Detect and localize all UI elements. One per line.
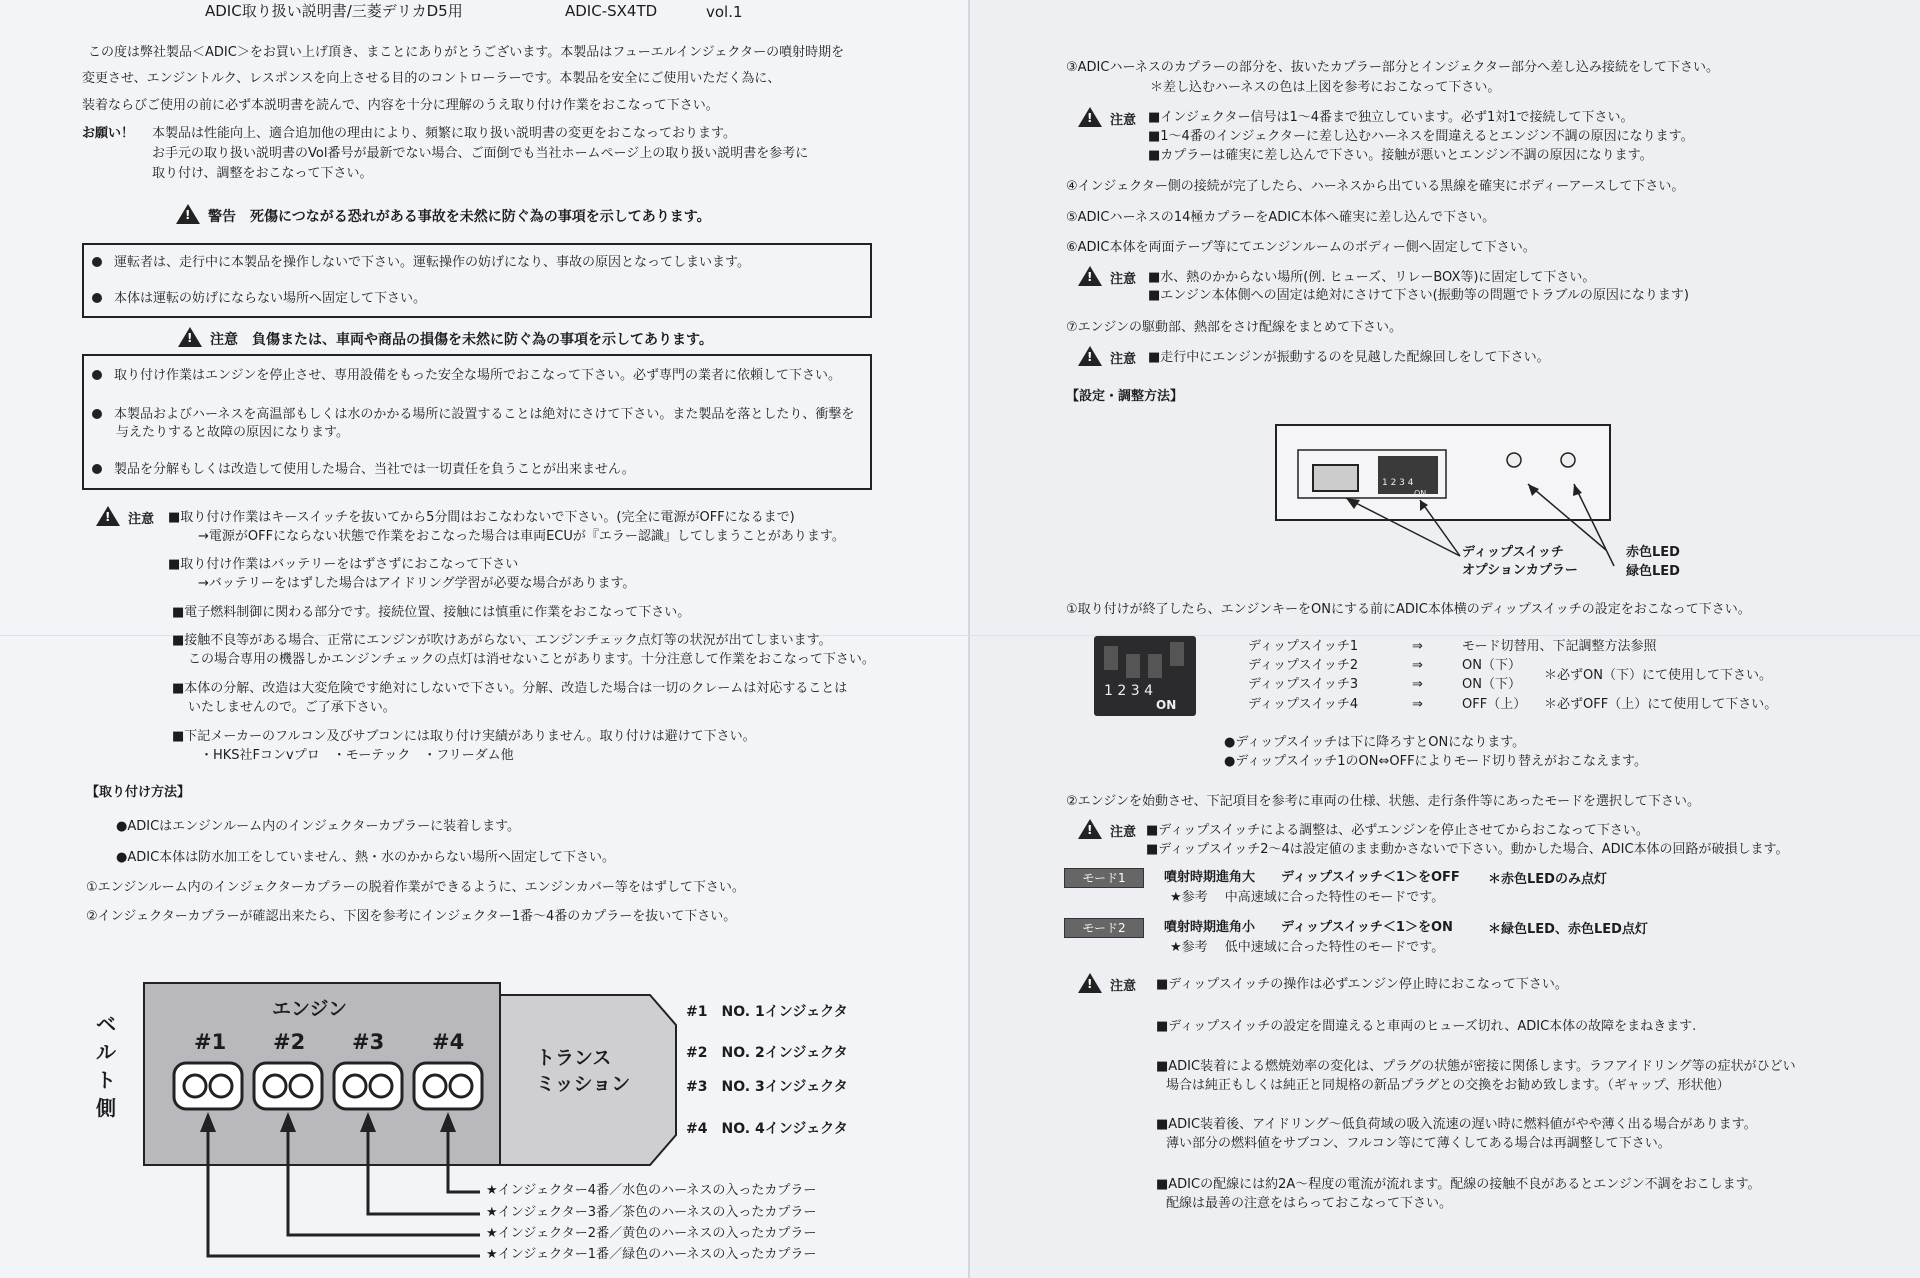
caution-line: ■水、熱のかからない場所(例. ヒューズ、リレーBOX等)に固定して下さい。 xyxy=(1148,270,1596,285)
dip-toggle xyxy=(1126,654,1140,678)
belt-side-label: ベ ル ト 側 xyxy=(96,1012,116,1120)
dip-numbers: 1 2 3 4 xyxy=(1382,478,1414,488)
mode2-title: 噴射時期進角小 ディップスイッチ＜1＞をON xyxy=(1164,920,1453,935)
caution-line: ■ディップスイッチによる調整は、必ずエンジンを停止させてからおこなって下さい。 xyxy=(1146,823,1649,838)
green-led-icon xyxy=(1561,453,1575,467)
doc-title: ADIC取り扱い説明書/三菱デリカD5用 xyxy=(205,2,463,20)
step-line: ⑤ADICハーネスの14極カプラーをADIC本体へ確実に差し込んで下さい。 xyxy=(1066,210,1496,225)
dip-switch-block xyxy=(1378,456,1438,494)
install-line: ●ADICはエンジンルーム内のインジェクターカプラーに装着します。 xyxy=(116,819,521,834)
red-led-label: 赤色LED xyxy=(1626,545,1680,560)
caution-item: 製品を分解もしくは改造して使用した場合、当社では一切責任を負うことが出来ません。 xyxy=(92,461,635,479)
mode2-led: ＊緑色LED、赤色LED点灯 xyxy=(1488,922,1648,937)
step-line: ④インジェクター側の接続が完了したら、ハーネスから出ている黒線を確実にボディーアースして下さい。 xyxy=(1066,179,1685,194)
option-coupler-label: オプションカプラー xyxy=(1462,563,1578,578)
caution-line: ■走行中にエンジンが振動するのを見越した配線回しをして下さい。 xyxy=(1148,350,1550,365)
dip-name: ディップスイッチ3 xyxy=(1248,677,1359,692)
install-line: ●ADIC本体は防水加工をしていません、熱・水のかからない場所へ固定して下さい。 xyxy=(116,850,615,865)
injector-legend: #2 NO. 2インジェクタ xyxy=(686,1045,848,1061)
dip-bullet: ●ディップスイッチは下に降ろすとONになります。 xyxy=(1224,735,1526,750)
caution-heading: !注意 負傷または、車両や商品の損傷を未然に防ぐ為の事項を示してあります。 xyxy=(178,327,713,349)
harness-label: ★インジェクター1番／緑色のハーネスの入ったカプラー xyxy=(486,1247,817,1262)
note-line: ■電子燃料制御に関わる部分です。接続位置、接触には慎重に作業をおこなって下さい。 xyxy=(172,605,691,620)
mode1-title: 噴射時期進角大 ディップスイッチ＜1＞をOFF xyxy=(1164,870,1460,885)
request-label: お願い！ xyxy=(82,126,135,141)
step-line: ⑦エンジンの駆動部、熱部をさけ配線をまとめて下さい。 xyxy=(1066,320,1403,335)
dip-on-label: ON xyxy=(1414,489,1427,498)
note-line: →電源がOFFにならない状態で作業をおこなった場合は車両ECUが『エラー認識』してしまうことがあります。 xyxy=(198,529,845,544)
harness-label: ★インジェクター3番／茶色のハーネスの入ったカプラー xyxy=(486,1205,817,1220)
cylinder-label: #1 xyxy=(194,1030,227,1054)
note-line: いたしませんので。ご了承下さい。 xyxy=(188,700,396,715)
dip-arrow: ⇒ xyxy=(1412,639,1423,654)
caution-item: 本製品およびハーネスを高温部もしくは水のかかる場所に設置することは絶対にさけて下さい。また製品を落としたり、衝撃を xyxy=(92,406,854,424)
dip-name: ディップスイッチ2 xyxy=(1248,658,1359,673)
dip-value: モード切替用、下記調整方法参照 xyxy=(1462,639,1657,654)
step-line: ⑥ADIC本体を両面テープ等にてエンジンルームのボディー側へ固定して下さい。 xyxy=(1066,240,1536,255)
caution-line: ■インジェクター信号は1～4番まで独立しています。必ず1対1で接続して下さい。 xyxy=(1148,110,1634,125)
settings-heading: 【設定・調整方法】 xyxy=(1066,389,1184,404)
final-note: ■ディップスイッチの設定を間違えると車両のヒューズ切れ、ADIC本体の故障をまねきます. xyxy=(1156,1019,1697,1034)
caution-line: ■エンジン本体側への固定は絶対にさけて下さい(振動等の問題でトラブルの原因になります) xyxy=(1148,288,1689,303)
mode1-ref: ★参考 中高速域に合った特性のモードです。 xyxy=(1170,890,1445,905)
dip-arrow: ⇒ xyxy=(1412,697,1423,712)
final-note: ■ディップスイッチの操作は必ずエンジン停止時におこなって下さい。 xyxy=(1156,977,1568,992)
dip-value: ON（下） xyxy=(1462,677,1521,692)
harness-label: ★インジェクター2番／黄色のハーネスの入ったカプラー xyxy=(486,1226,817,1241)
step-line: ③ADICハーネスのカプラーの部分を、抜いたカプラー部分とインジェクター部分へ差し込み接続をして下さい。 xyxy=(1066,60,1719,75)
install-heading: 【取り付け方法】 xyxy=(86,785,191,800)
harness-label: ★インジェクター4番／水色のハーネスの入ったカプラー xyxy=(486,1183,817,1198)
request-line: 本製品は性能向上、適合追加他の理由により、頻繁に取り扱い説明書の変更をおこなっております。 xyxy=(152,126,736,141)
version-label: vol.1 xyxy=(706,3,743,21)
dip-switch-label: ディップスイッチ xyxy=(1462,545,1564,560)
option-coupler xyxy=(1313,465,1358,491)
caution-line: ■ディップスイッチ2～4は設定値のまま動かさないで下さい。動かした場合、ADIC本体の回路が破損します。 xyxy=(1146,842,1789,857)
mode1-badge: モード1 xyxy=(1064,868,1144,888)
dip-toggle xyxy=(1170,642,1184,666)
intro-line: 装着ならびご使用の前に必ず本説明書を読んで、内容を十分に理解のうえ取り付け作業をおこなって下さい。 xyxy=(82,98,719,113)
mode2-badge: モード2 xyxy=(1064,918,1144,938)
caution-label: !注意 xyxy=(1078,107,1136,130)
note-line: ■取り付け作業はバッテリーをはずさずにおこなって下さい xyxy=(168,557,519,572)
final-note: ■ADICの配線には約2A～程度の電流が流れます。配線の接触不良があるとエンジン不調をおこします。 xyxy=(1156,1177,1761,1192)
cylinder-label: #3 xyxy=(352,1030,385,1054)
caution-label: !注意 xyxy=(1078,973,1136,996)
note-line: ・HKS社Fコンvプロ ・モーテック ・フリーダム他 xyxy=(200,748,514,763)
final-note: 配線は最善の注意をはらっておこなって下さい。 xyxy=(1166,1196,1453,1211)
mode2-ref: ★参考 低中速域に合った特性のモードです。 xyxy=(1170,940,1445,955)
dip-toggle xyxy=(1104,646,1118,670)
injector-legend: #1 NO. 1インジェクタ xyxy=(686,1004,848,1020)
note-line: ■本体の分解、改造は大変危険です絶対にしないで下さい。分解、改造した場合は一切のクレームは対応することは xyxy=(172,681,848,696)
caution-label: !注意 xyxy=(1078,819,1136,842)
note-line: ■下記メーカーのフルコン及びサブコンには取り付け実績がありません。取り付けは避けて下さい。 xyxy=(172,729,756,744)
dip-note-off: ＊必ずOFF（上）にて使用して下さい。 xyxy=(1544,697,1778,712)
final-note: ■ADIC装着後、アイドリング～低負荷域の吸入流速の遅い時に燃料値がやや薄く出る場合があります。 xyxy=(1156,1117,1757,1132)
final-note: ■ADIC装着による燃焼効率の変化は、プラグの状態が密接に関係します。ラフアイドリング等の症状がひどい xyxy=(1156,1059,1796,1074)
caution-label: !注意 xyxy=(1078,346,1136,369)
dip-value: OFF（上） xyxy=(1462,697,1527,712)
request-line: 取り付け、調整をおこなって下さい。 xyxy=(152,166,373,181)
dip-arrow: ⇒ xyxy=(1412,658,1423,673)
dip-value: ON（下） xyxy=(1462,658,1521,673)
engine-label: エンジン xyxy=(272,998,348,1020)
dip-photo-on: ON xyxy=(1156,698,1177,712)
dip-arrow: ⇒ xyxy=(1412,677,1423,692)
intro-line: 変更させ、エンジントルク、レスポンスを向上させる目的のコントローラーです。本製品を安全にご使用いただく為に、 xyxy=(82,71,781,86)
dip-toggle xyxy=(1148,654,1162,678)
note-line: ■接触不良等がある場合、正常にエンジンが吹けあがらない、エンジンチェック点灯等の状況が出てしまいます。 xyxy=(172,633,832,648)
caution-line: ■1～4番のインジェクターに差し込むハーネスを間違えるとエンジン不調の原因になります。 xyxy=(1148,129,1694,144)
green-led-label: 緑色LED xyxy=(1626,564,1680,579)
caution-item-continued: 与えたりすると故障の原因になります。 xyxy=(116,425,349,440)
warning-item: 運転者は、走行中に本製品を操作しないで下さい。運転操作の妨げになり、事故の原因となってしまいます。 xyxy=(92,254,750,272)
note-line: ■取り付け作業はキースイッチを抜いてから5分間はおこなわないで下さい。(完全に電源がOFFになるまで) xyxy=(168,510,795,525)
caution-label: !注意 xyxy=(1078,266,1136,289)
final-note: 薄い部分の燃料値をサブコン、フルコン等にて薄くしてある場合は再調整して下さい。 xyxy=(1166,1136,1671,1151)
install-line: ①エンジンルーム内のインジェクターカプラーの脱着作業ができるように、エンジンカバー等をはずして下さい。 xyxy=(86,880,745,895)
dip-name: ディップスイッチ4 xyxy=(1248,697,1359,712)
dip-name: ディップスイッチ1 xyxy=(1248,639,1359,654)
warning-item: 本体は運転の妨げにならない場所へ固定して下さい。 xyxy=(92,290,426,308)
injector-legend: #4 NO. 4インジェクタ xyxy=(686,1121,848,1137)
caution-item: 取り付け作業はエンジンを停止させ、専用設備をもった安全な場所でおこなって下さい。必ず専門の業者に依頼して下さい。 xyxy=(92,367,841,385)
injector-legend: #3 NO. 3インジェクタ xyxy=(686,1079,848,1095)
warning-heading: !警告 死傷につながる恐れがある事故を未然に防ぐ為の事項を示してあります。 xyxy=(176,204,711,226)
dip-switch-photo xyxy=(1094,636,1196,716)
settings-step: ①取り付けが終了したら、エンジンキーをONにする前にADIC本体横のディップスイッチの設定をおこなって下さい。 xyxy=(1066,602,1751,617)
intro-line: この度は弊社製品＜ADIC＞をお買い上げ頂き、まことにありがとうございます。本製品はフューエルインジェクターの噴射時期を xyxy=(88,45,845,60)
transmission-label: トランス ミッション xyxy=(536,1047,631,1095)
final-note: 場合は純正もしくは純正と同規格の新品プラグとの交換をお勧め致します。（ギャップ、形状他） xyxy=(1166,1078,1730,1093)
model-number: ADIC-SX4TD xyxy=(565,2,658,20)
cylinder-label: #4 xyxy=(432,1030,465,1054)
dip-bullet: ●ディップスイッチ1のON⇔OFFによりモード切り替えがおこなえます。 xyxy=(1224,754,1648,769)
notes-caution-label: !注意 xyxy=(96,506,154,529)
request-line: お手元の取り扱い説明書のVol番号が最新でない場合、ご面倒でも当社ホームページ上の取り扱い説明書を参考に xyxy=(152,146,809,161)
note-line: この場合専用の機器しかエンジンチェックの点灯は消せないことがあります。十分注意して作業をおこなって下さい。 xyxy=(188,652,875,667)
dip-note-on: ＊必ずON（下）にて使用して下さい。 xyxy=(1544,668,1772,683)
step-line: ＊差し込むハーネスの色は上図を参考におこなって下さい。 xyxy=(1150,80,1501,95)
note-line: →バッテリーをはずした場合はアイドリング学習が必要な場合があります。 xyxy=(198,576,636,591)
settings-step: ②エンジンを始動させ、下記項目を参考に車両の仕様、状態、走行条件等にあったモードを選択して下さい。 xyxy=(1066,794,1700,809)
mode1-led: ＊赤色LEDのみ点灯 xyxy=(1488,872,1607,887)
cylinder-label: #2 xyxy=(273,1030,306,1054)
red-led-icon xyxy=(1507,453,1521,467)
caution-triangle-icon xyxy=(1078,819,1102,839)
install-line: ②インジェクターカプラーが確認出来たら、下図を参考にインジェクター1番～4番のカプラーを抜いて下さい。 xyxy=(86,909,737,924)
caution-triangle-icon xyxy=(1078,973,1102,993)
dip-photo-numbers: 1 2 3 4 xyxy=(1104,683,1153,699)
caution-line: ■カプラーは確実に差し込んで下さい。接触が悪いとエンジン不調の原因になります。 xyxy=(1148,148,1653,163)
